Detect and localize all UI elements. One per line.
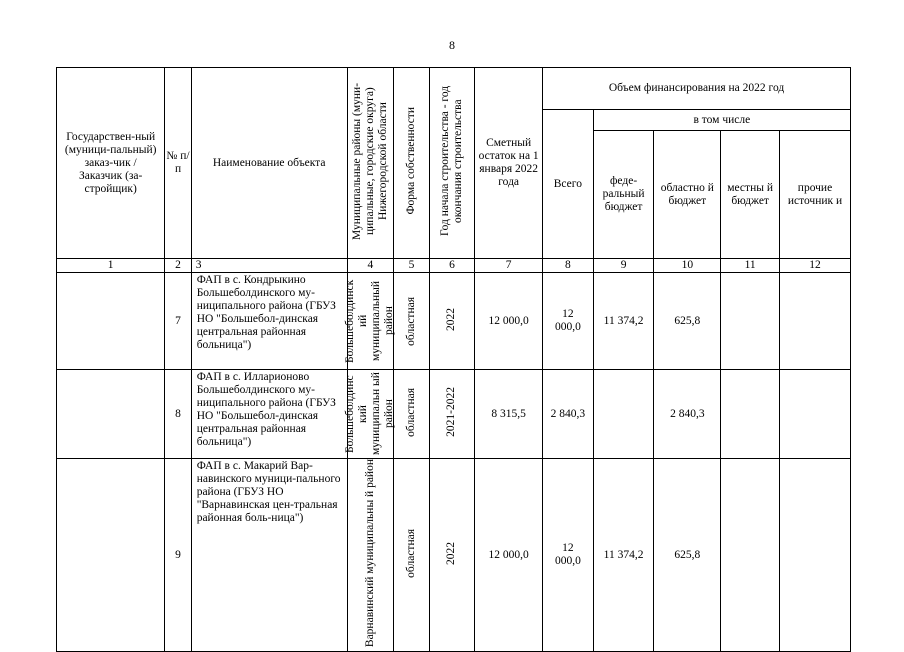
row-federal: 11 374,2	[593, 273, 654, 370]
row-total: 12 000,0	[543, 273, 594, 370]
row-years: 2021-2022	[429, 370, 475, 459]
header-other: прочие источник и	[780, 131, 851, 259]
header-local: местны й бюджет	[721, 131, 780, 259]
row-object: ФАП в с. Кондрыкино Большеболдинского му-ниципального района (ГБУЗ НО "Большебол-динская центральная районная больница")	[191, 273, 347, 370]
row-other	[780, 273, 851, 370]
row-district: Большеболдинск ий муниципальный район	[347, 273, 394, 370]
row-federal: 11 374,2	[593, 459, 654, 652]
col-number: 7	[475, 259, 543, 273]
row-estimated: 12 000,0	[475, 459, 543, 652]
row-regional: 625,8	[654, 459, 721, 652]
header-total: Всего	[543, 110, 594, 259]
row-customer	[57, 273, 165, 370]
table-row	[57, 459, 851, 652]
table-row	[57, 370, 851, 459]
page-number: 8	[449, 38, 455, 52]
col-number: 2	[165, 259, 191, 273]
col-number: 4	[347, 259, 394, 273]
header-object-name: Наименование объекта	[191, 68, 347, 259]
col-number: 1	[57, 259, 165, 273]
row-customer	[57, 370, 165, 459]
col-number: 9	[593, 259, 654, 273]
header-federal: феде-ральный бюджет	[593, 131, 654, 259]
col-number: 11	[721, 259, 780, 273]
row-other	[780, 459, 851, 652]
row-ownership: областная	[394, 273, 429, 370]
row-num: 8	[165, 370, 191, 459]
row-ownership: областная	[394, 370, 429, 459]
header-customer: Государствен-ный (муници-пальный) заказ-чик / Заказчик (за-стройщик)	[57, 68, 165, 259]
row-years: 2022	[429, 459, 475, 652]
row-regional: 2 840,3	[654, 370, 721, 459]
financing-table	[56, 67, 851, 652]
header-years: Год начала строительства - год окончания строительства	[429, 68, 475, 259]
header-estimated: Сметный остаток на 1 января 2022 года	[475, 68, 543, 259]
header-including: в том числе	[593, 110, 850, 131]
col-number: 10	[654, 259, 721, 273]
row-object: ФАП в с. Илларионово Большеболдинского му-ниципального района (ГБУЗ НО "Большебол-динская центральная районная больница")	[191, 370, 347, 459]
row-num: 7	[165, 273, 191, 370]
col-number: 3	[191, 259, 347, 273]
row-local	[721, 370, 780, 459]
row-ownership: областная	[394, 459, 429, 652]
header-regional: областно й бюджет	[654, 131, 721, 259]
header-ownership: Форма собственности	[394, 68, 429, 259]
row-regional: 625,8	[654, 273, 721, 370]
row-estimated: 12 000,0	[475, 273, 543, 370]
col-number: 5	[394, 259, 429, 273]
header-row-1	[57, 68, 851, 110]
col-number: 8	[543, 259, 594, 273]
row-district: Большеболдинс кий муниципальн ый район	[347, 370, 394, 459]
row-num: 9	[165, 459, 191, 652]
row-other	[780, 370, 851, 459]
row-federal	[593, 370, 654, 459]
row-customer	[57, 459, 165, 652]
row-object: ФАП в с. Макарий Вар-навинского муници-пального района (ГБУЗ НО "Варнавинская цен-тральная районная боль-ница")	[191, 459, 347, 652]
row-local	[721, 273, 780, 370]
row-total: 12 000,0	[543, 459, 594, 652]
header-funding-title: Объем финансирования на 2022 год	[543, 68, 851, 110]
header-districts: Муниципальные районы (муни-ципальные, городские округа) Нижегородской области	[347, 68, 394, 259]
row-total: 2 840,3	[543, 370, 594, 459]
table-row	[57, 273, 851, 370]
col-number: 12	[780, 259, 851, 273]
header-num: № п/п	[165, 68, 191, 259]
column-numbers-row	[57, 259, 851, 273]
col-number: 6	[429, 259, 475, 273]
row-district: Варнавинский муниципальны й район	[347, 459, 394, 652]
row-years: 2022	[429, 273, 475, 370]
row-local	[721, 459, 780, 652]
row-estimated: 8 315,5	[475, 370, 543, 459]
